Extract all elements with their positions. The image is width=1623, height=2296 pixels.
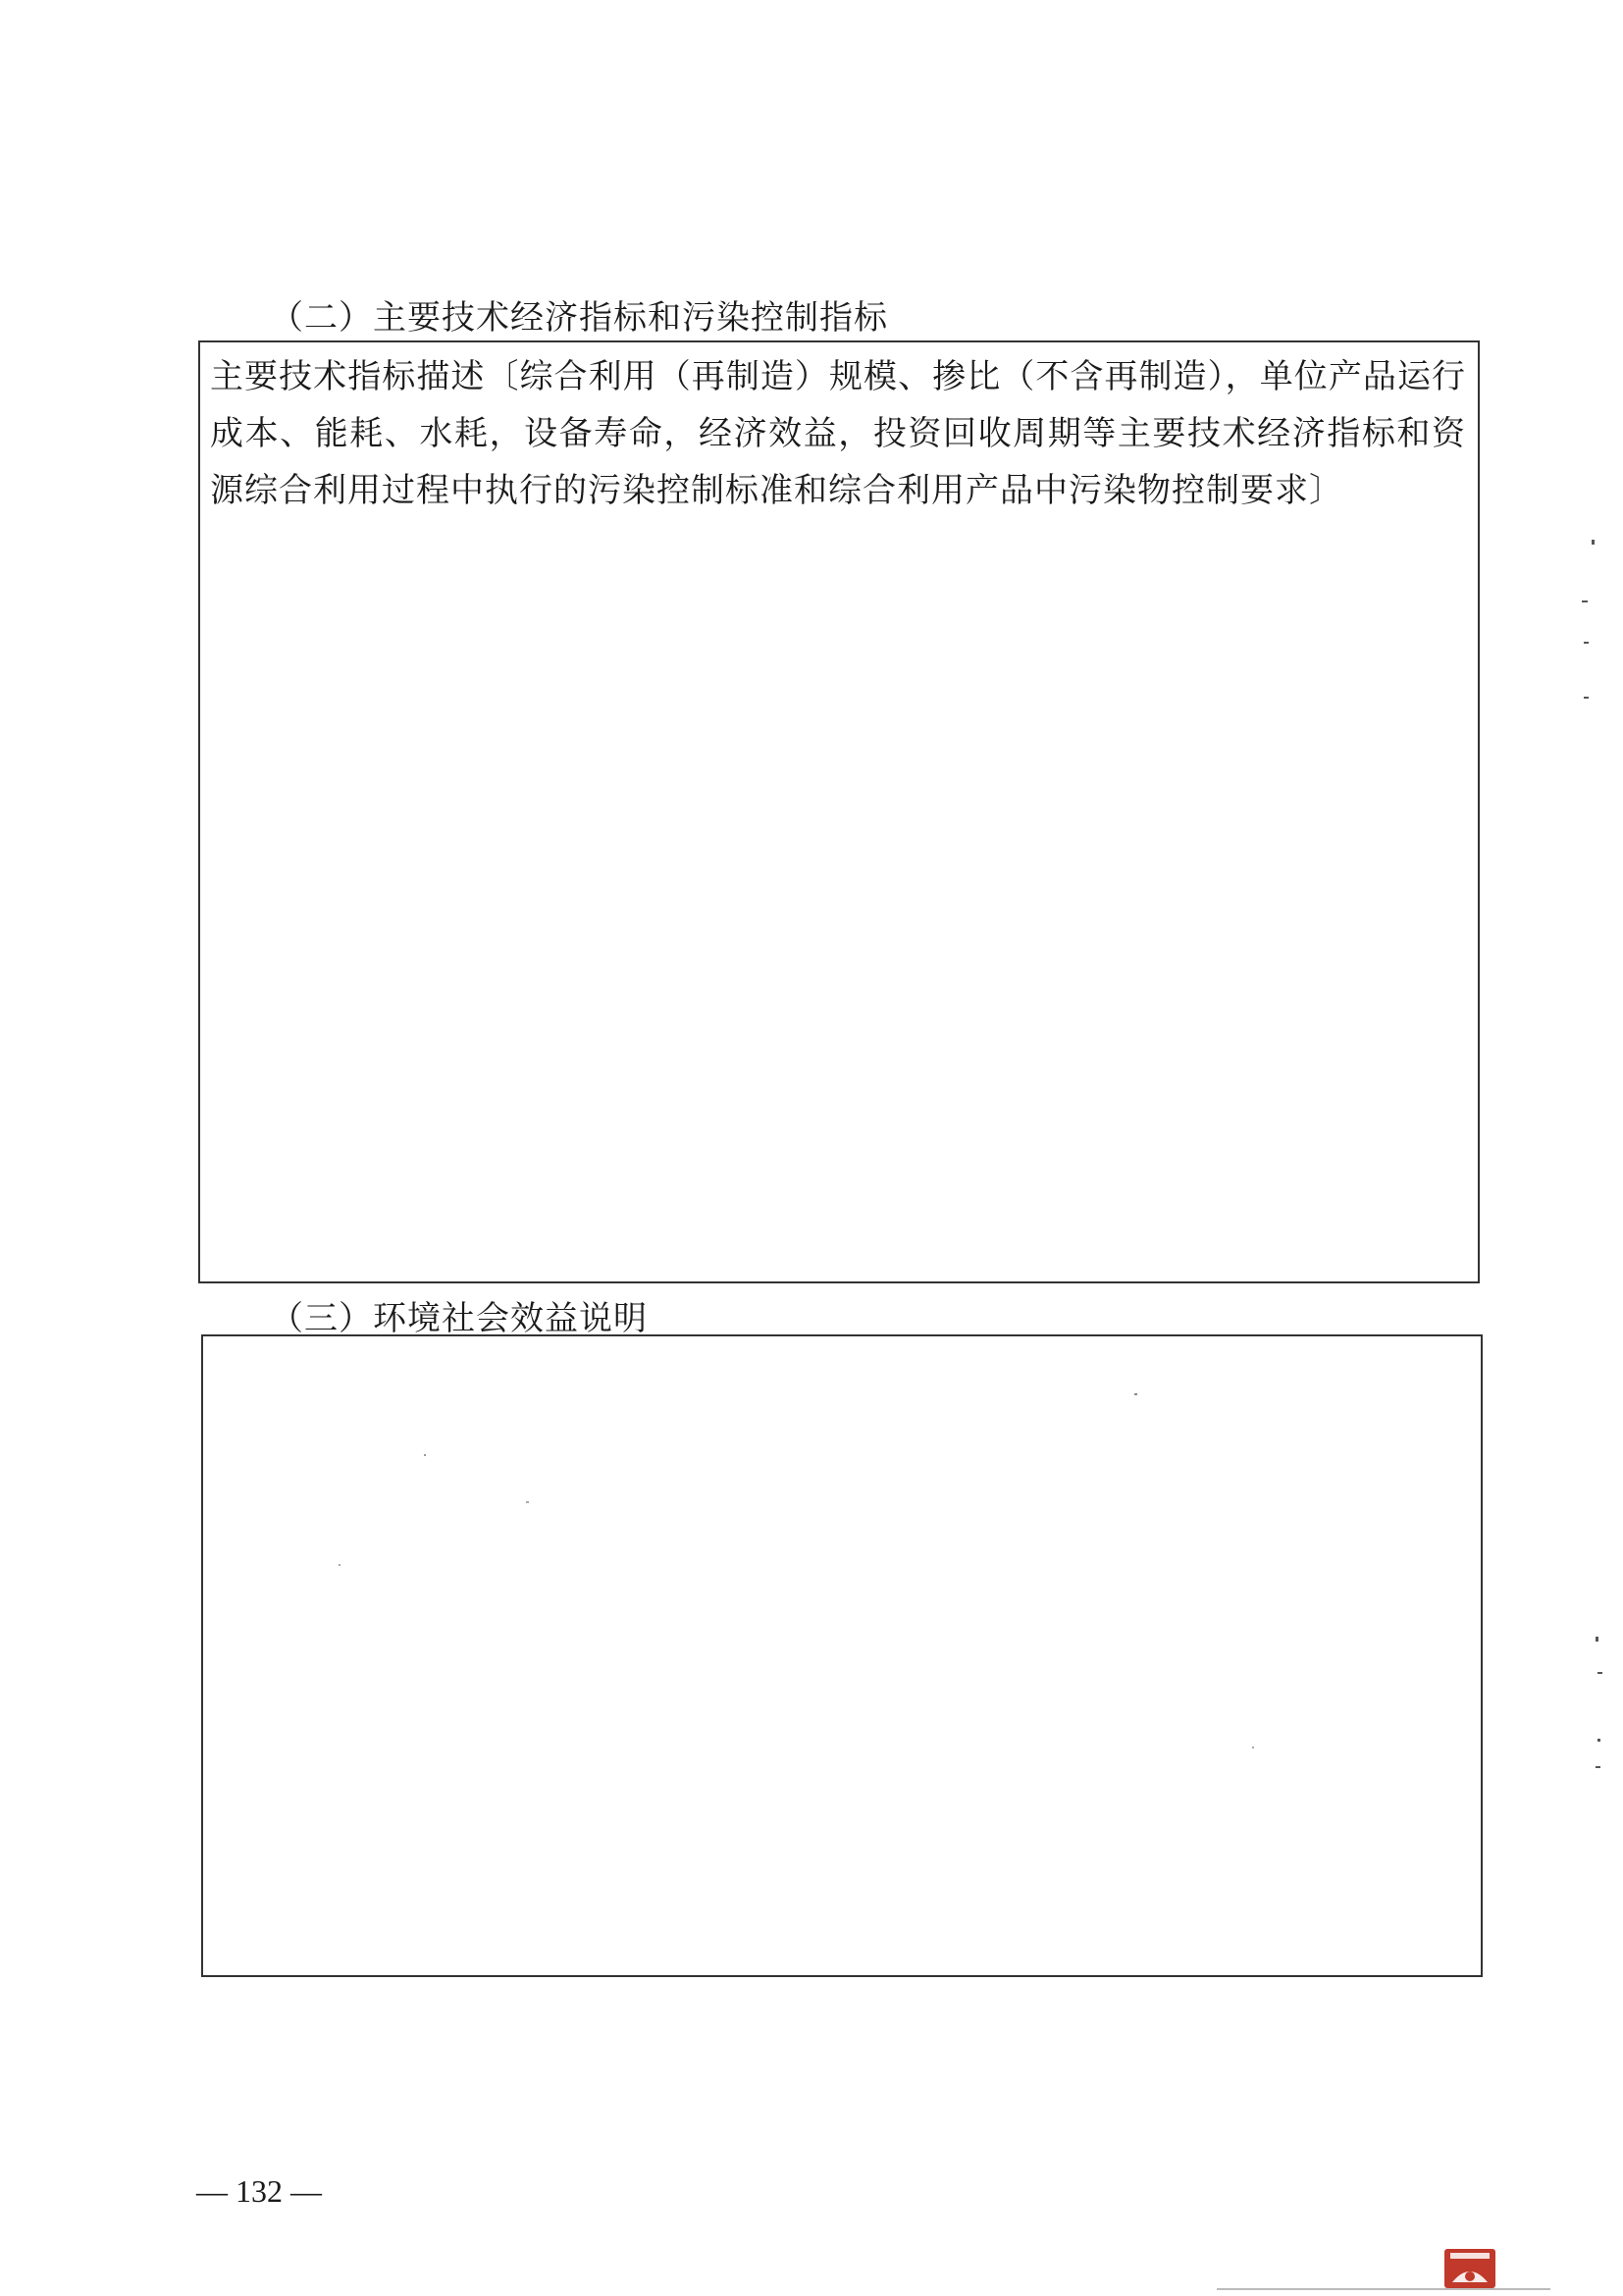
scan-speck [424,1454,426,1456]
section-heading-economic-indicators: （二）主要技术经济指标和污染控制指标 [270,298,888,338]
scan-speck [1584,697,1589,699]
scan-speck [1596,1637,1598,1642]
scan-speck [1597,1672,1602,1674]
scan-speck [1596,1766,1600,1768]
scan-speck [1592,540,1595,545]
scan-speck [1584,642,1589,644]
scan-speck [339,1564,340,1566]
scan-speck [1597,1739,1600,1742]
economic-indicators-box [198,340,1480,1283]
scan-speck [526,1501,529,1503]
economic-indicators-description: 主要技术指标描述〔综合利用（再制造）规模、掺比（不含再制造），单位产品运行成本、能耗、水耗，设备寿命，经济效益，投资回收周期等主要技术经济指标和资源综合利用过程中执行的污染控制标准和综合利用产品中污染物控制要求〕 [210,357,1466,510]
page-number: — 132 — [196,2173,322,2209]
social-benefits-box [201,1334,1483,1977]
scan-speck [1252,1747,1254,1748]
scan-speck [1582,600,1588,602]
publisher-stamp-icon [1442,2247,1497,2290]
scan-speck [1134,1393,1137,1395]
scan-edge-rule [1217,2288,1550,2290]
section-heading-social-benefits: （三）环境社会效益说明 [270,1299,648,1338]
